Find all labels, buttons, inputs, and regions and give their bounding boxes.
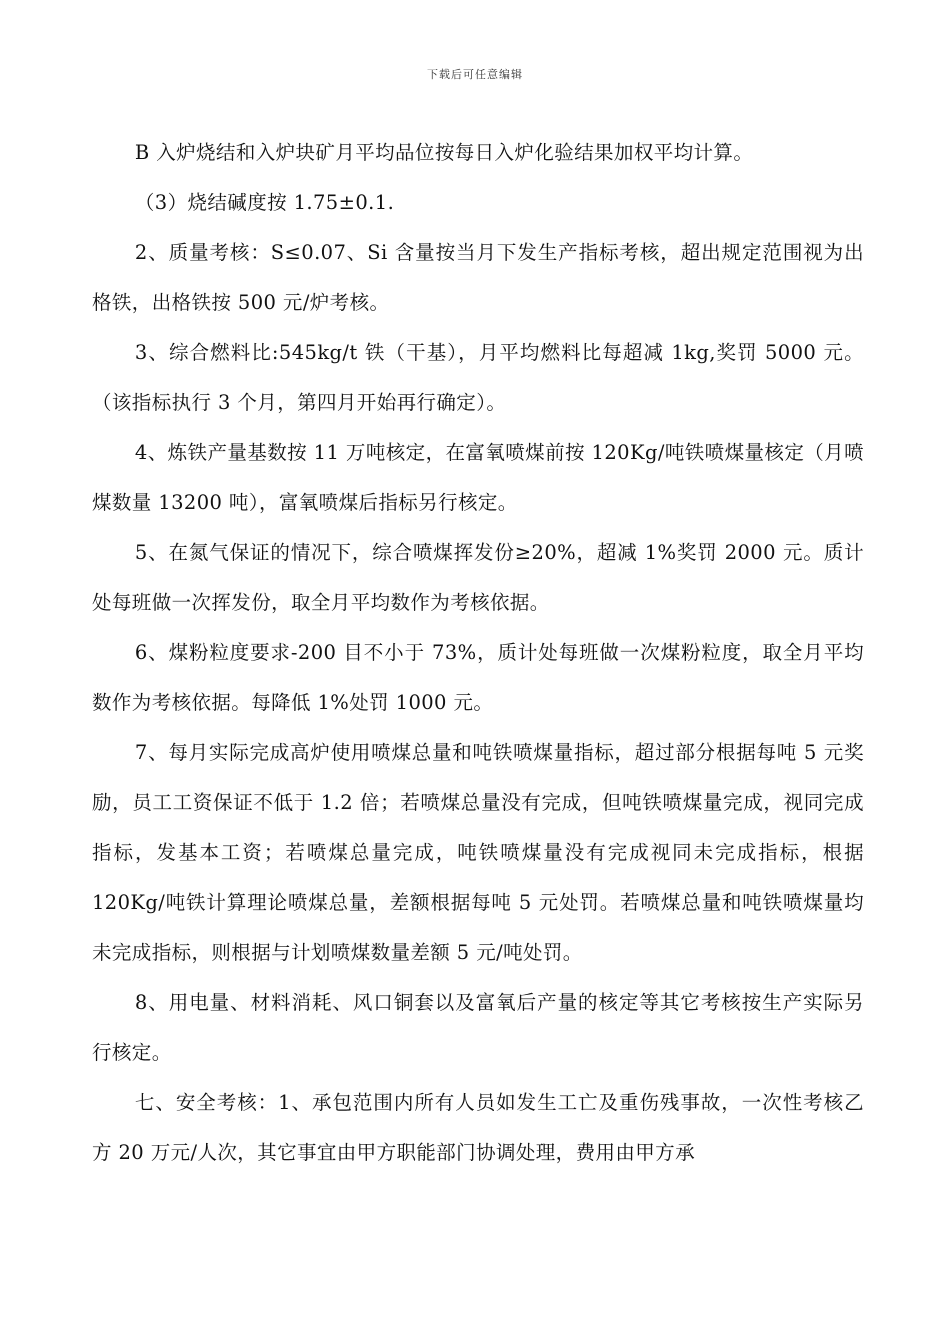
paragraph-coal-granularity: 6、煤粉粒度要求-200 目不小于 73%，质计处每班做一次煤粉粒度，取全月平均数作为考核依据。每降低 1%处罚 1000 元。 (92, 641, 864, 714)
paragraph-safety-assessment: 七、安全考核：1、承包范围内所有人员如发生工亡及重伤残事故，一次性考核乙方 20 万元/人次，其它事宜由甲方职能部门协调处理，费用由甲方承 (92, 1091, 864, 1164)
paragraph-sinter-basicity: （3）烧结碱度按 1.75±0.1. (134, 191, 395, 214)
paragraph-coal-injection: 7、每月实际完成高炉使用喷煤总量和吨铁喷煤量指标，超过部分根据每吨 5 元奖励，员工工资保证不低于 1.2 倍；若喷煤总量没有完成，但吨铁喷煤量完成，视同完成指标，发基本工资；若喷煤总量完成，吨铁喷煤量没有完成视同未完成指标，根据 120Kg/吨铁计算理论喷煤总量，差额根据每吨 5 元处罚。若喷煤总量和吨铁喷煤量均未完成指标，则根据与计划喷煤数量差额 5 元/吨处罚。 (92, 741, 864, 964)
paragraph-quality-assessment: 2、质量考核：S≤0.07、Si 含量按当月下发生产指标考核，超出规定范围视为出格铁，出格铁按 500 元/炉考核。 (92, 241, 864, 314)
paragraph-b-grade: B 入炉烧结和入炉块矿月平均品位按每日入炉化验结果加权平均计算。 (134, 141, 754, 164)
paragraph-volatile-matter: 5、在氮气保证的情况下，综合喷煤挥发份≥20%，超减 1%奖罚 2000 元。质计处每班做一次挥发份，取全月平均数作为考核依据。 (92, 541, 864, 614)
paragraph-fuel-ratio: 3、综合燃料比:545kg/t 铁（干基），月平均燃料比每超减 1kg,奖罚 5000 元。（该指标执行 3 个月，第四月开始再行确定）。 (92, 341, 864, 414)
paragraph-other-assessment: 8、用电量、材料消耗、风口铜套以及富氧后产量的核定等其它考核按生产实际另行核定。 (92, 991, 864, 1064)
paragraph-iron-output: 4、炼铁产量基数按 11 万吨核定，在富氧喷煤前按 120Kg/吨铁喷煤量核定（月喷煤数量 13200 吨），富氧喷煤后指标另行核定。 (92, 441, 864, 514)
page-header: 下载后可任意编辑 (427, 68, 523, 81)
document-body (92, 128, 864, 1178)
